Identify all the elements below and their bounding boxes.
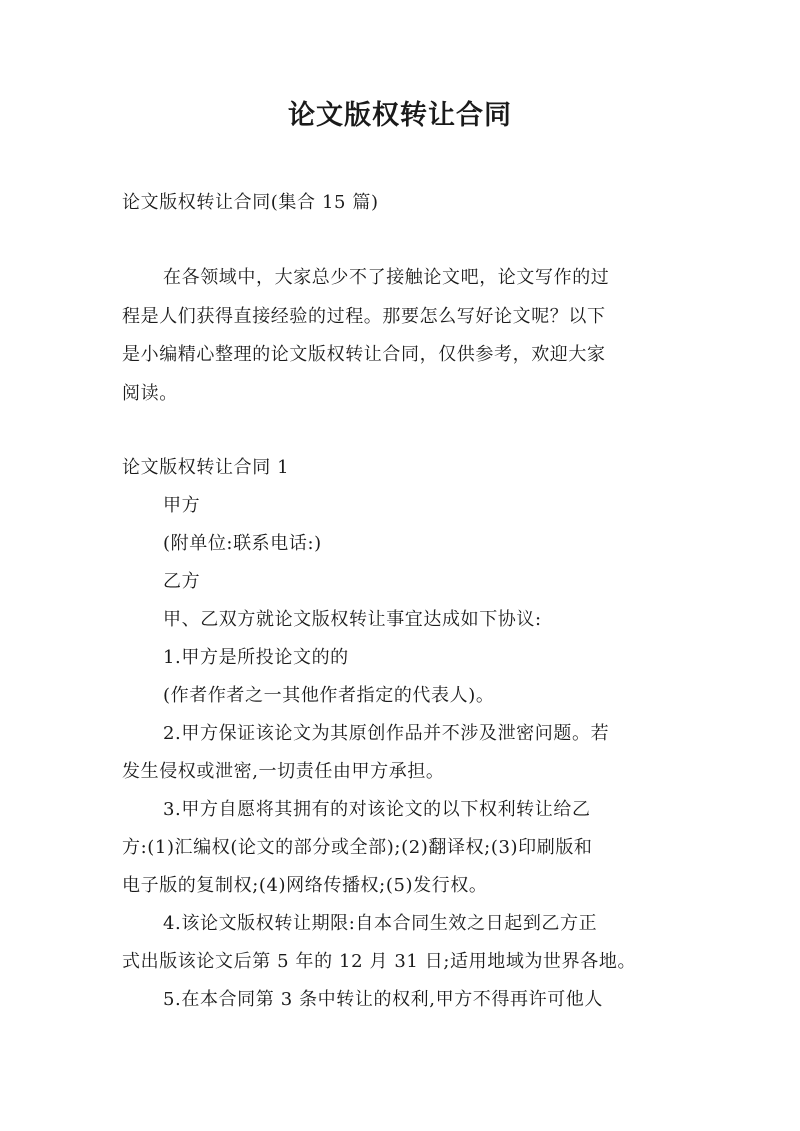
clause-4-line-2: 式出版该论文后第 5 年的 12 月 31 日;适用地域为世界各地。 — [122, 951, 637, 972]
party-a-note: (附单位:联系电话:) — [163, 533, 322, 554]
intro-line-3: 是小编精心整理的论文版权转让合同，仅供参考，欢迎大家 — [122, 344, 606, 365]
document-subtitle: 论文版权转让合同(集合 15 篇) — [122, 192, 379, 213]
intro-line-4: 阅读。 — [122, 383, 178, 404]
section-heading: 论文版权转让合同 1 — [122, 457, 290, 478]
intro-line-1: 在各领域中，大家总少不了接触论文吧，论文写作的过 — [163, 267, 610, 288]
clause-3-line-2: 方:(1)汇编权(论文的部分或全部);(2)翻译权;(3)印刷版和 — [122, 837, 593, 858]
clause-4-line-1: 4.该论文版权转让期限:自本合同生效之日起到乙方正 — [163, 913, 598, 934]
clause-1-line-2: (作者作者之一其他作者指定的代表人)。 — [163, 685, 495, 706]
clause-1-line-1: 1.甲方是所投论文的的 — [163, 647, 349, 668]
party-a-label: 甲方 — [163, 495, 201, 516]
clause-2-line-2: 发生侵权或泄密,一切责任由甲方承担。 — [122, 761, 445, 782]
party-b-label: 乙方 — [163, 571, 201, 592]
document-title: 论文版权转让合同 — [288, 100, 512, 131]
clause-3-line-1: 3.甲方自愿将其拥有的对该论文的以下权利转让给乙 — [163, 799, 591, 820]
clause-2-line-1: 2.甲方保证该论文为其原创作品并不涉及泄密问题。若 — [163, 723, 610, 744]
clause-3-line-3: 电子版的复制权;(4)网络传播权;(5)发行权。 — [122, 875, 488, 896]
clause-5-line-1: 5.在本合同第 3 条中转让的权利,甲方不得再许可他人 — [163, 989, 603, 1010]
agreement-intro: 甲、乙双方就论文版权转让事宜达成如下协议: — [163, 609, 542, 630]
intro-line-2: 程是人们获得直接经验的过程。那要怎么写好论文呢？以下 — [122, 306, 606, 327]
